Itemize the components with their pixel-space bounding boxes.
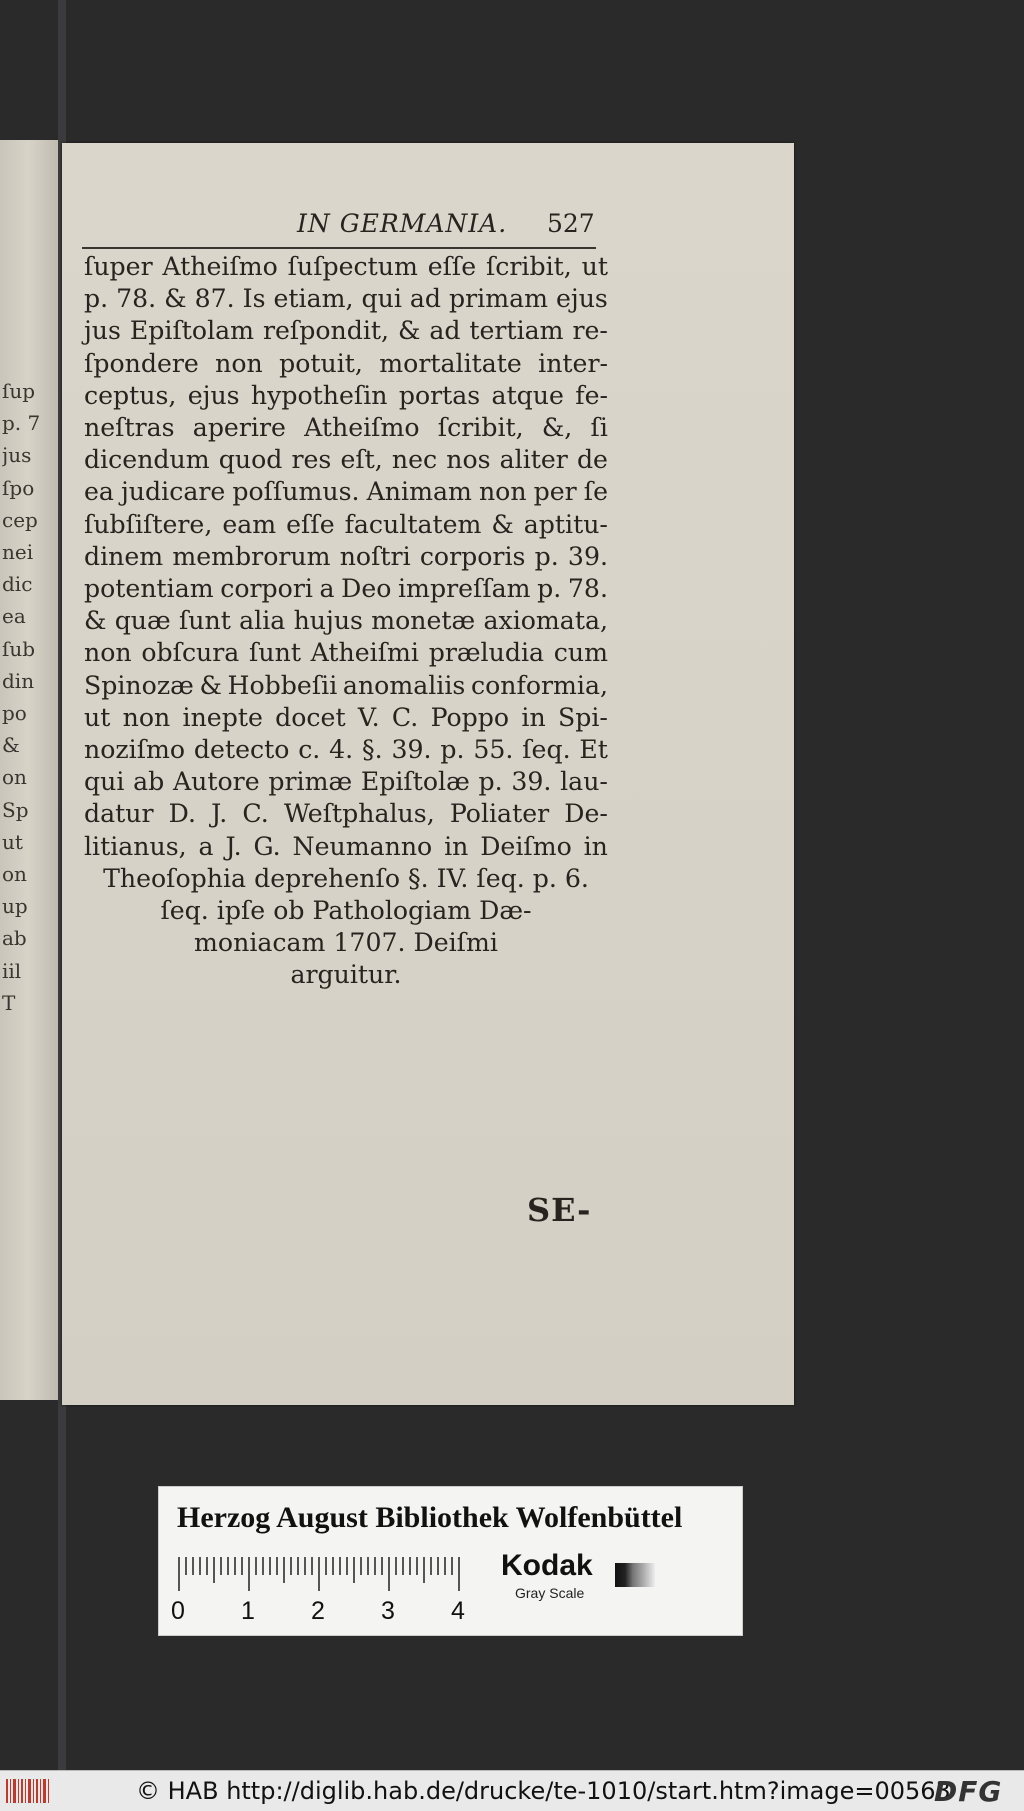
text-line-centered: moniacam 1707. Deiſmi	[194, 928, 498, 958]
library-name: Herzog August Bibliothek Wolfenbüttel	[177, 1501, 683, 1534]
left-page-fragment: ea	[2, 604, 26, 629]
ruler-number: 0	[171, 1597, 185, 1625]
library-color-label	[158, 1486, 743, 1636]
text-line: p. 78. & 87. Is etiam, qui ad primam ejus	[84, 284, 608, 314]
gray-scale-swatch	[615, 1563, 655, 1587]
text-line: litianus, a J. G. Neumanno in Deiſmo in	[84, 831, 608, 861]
barcode-icon	[6, 1779, 50, 1803]
text-line: jus Epiſtolam reſpondit, & ad tertiam re-	[84, 316, 608, 346]
running-head: IN GERMANIA.	[297, 209, 508, 238]
text-line: qui ab Autore primæ Epiſtolæ p. 39. lau-	[84, 767, 608, 797]
text-line: ceptus, ejus hypotheſin portas atque fe-	[84, 380, 608, 410]
text-line: ut non inepte docet V. C. Poppo in Spi-	[84, 702, 608, 732]
left-page-fragment: ſpo	[2, 475, 35, 500]
left-page-fragment: &	[2, 733, 20, 758]
left-page-fragment: jus	[2, 443, 32, 468]
text-line: ſpondere non potuit, mortalitate inter-	[84, 348, 608, 378]
text-line: potentiam corpori a Deo impreſſam p. 78.	[84, 574, 608, 604]
left-page-fragment: cep	[2, 507, 38, 532]
text-line: datur D. J. C. Weſtphalus, Poliater De-	[84, 799, 608, 829]
ruler-scale	[177, 1555, 477, 1595]
text-line: noziſmo detecto c. 4. §. 39. p. 55. ſeq. Et	[84, 735, 608, 765]
ruler-number: 1	[241, 1597, 255, 1625]
text-line-centered: ſeq. ipſe ob Pathologiam Dæ-	[160, 896, 532, 926]
text-line: dicendum quod res eſt, nec nos aliter de	[84, 445, 608, 475]
text-line: & quæ ſunt alia hujus monetæ axiomata,	[84, 606, 608, 636]
left-page-fragment: ut	[2, 829, 23, 854]
left-page-fragment: ſub	[2, 636, 36, 661]
left-page-fragment: nei	[2, 540, 34, 565]
text-line: neſtras aperire Atheiſmo ſcribit, &, ſi	[84, 413, 608, 443]
book-page	[62, 143, 794, 1405]
text-line: ſubſiſtere, eam eſſe facultatem & aptitu-	[84, 509, 608, 539]
text-line: ea judicare poſſumus. Animam non per ſe	[84, 477, 608, 507]
left-page-fragment: p. 7	[2, 411, 41, 436]
left-page-fragment: on	[2, 765, 27, 790]
left-page-fragment: po	[2, 701, 27, 726]
left-page-fragment: din	[2, 668, 35, 693]
gray-scale-label: Gray Scale	[515, 1585, 585, 1601]
text-line: non obſcura ſunt Atheiſmi præludia cum	[84, 638, 608, 668]
ruler-number: 4	[451, 1597, 465, 1625]
ruler-number: 2	[311, 1597, 325, 1625]
text-line: ſuper Atheiſmo ſuſpectum eſſe ſcribit, ut	[84, 252, 608, 281]
head-rule	[82, 247, 596, 249]
left-page-fragment: ſup	[2, 379, 36, 403]
left-page-text-fragments	[2, 375, 42, 1015]
left-page-fragment: iil	[2, 958, 22, 983]
left-page-fragment: ab	[2, 926, 27, 951]
left-page-fragment: T	[2, 990, 16, 1015]
kodak-brand: Kodak	[501, 1549, 593, 1582]
left-page-edge	[0, 140, 62, 1400]
text-line-centered: Theoſophia deprehenſo §. IV. ſeq. p. 6.	[103, 863, 589, 893]
text-line-centered: arguitur.	[290, 960, 402, 990]
left-page-fragment: on	[2, 862, 27, 887]
footer-bar	[0, 1770, 1024, 1811]
ruler-numbers	[171, 1597, 465, 1627]
catchword: SE-	[527, 1191, 592, 1229]
footer-copyright-link[interactable]: © HAB http://diglib.hab.de/drucke/te-1010/start.htm?image=00563	[136, 1777, 951, 1805]
body-text	[84, 251, 608, 992]
text-line: dinem membrorum noſtri corporis p. 39.	[84, 541, 608, 571]
page-number: 527	[547, 209, 595, 238]
dfg-logo: DFG	[934, 1775, 1003, 1808]
text-line: Spinozæ & Hobbeſii anomaliis conformia,	[84, 670, 608, 700]
left-page-fragment: up	[2, 894, 28, 919]
ruler-number: 3	[381, 1597, 395, 1625]
left-page-fragment: dic	[2, 572, 33, 597]
left-page-fragment: Sp	[2, 797, 29, 822]
